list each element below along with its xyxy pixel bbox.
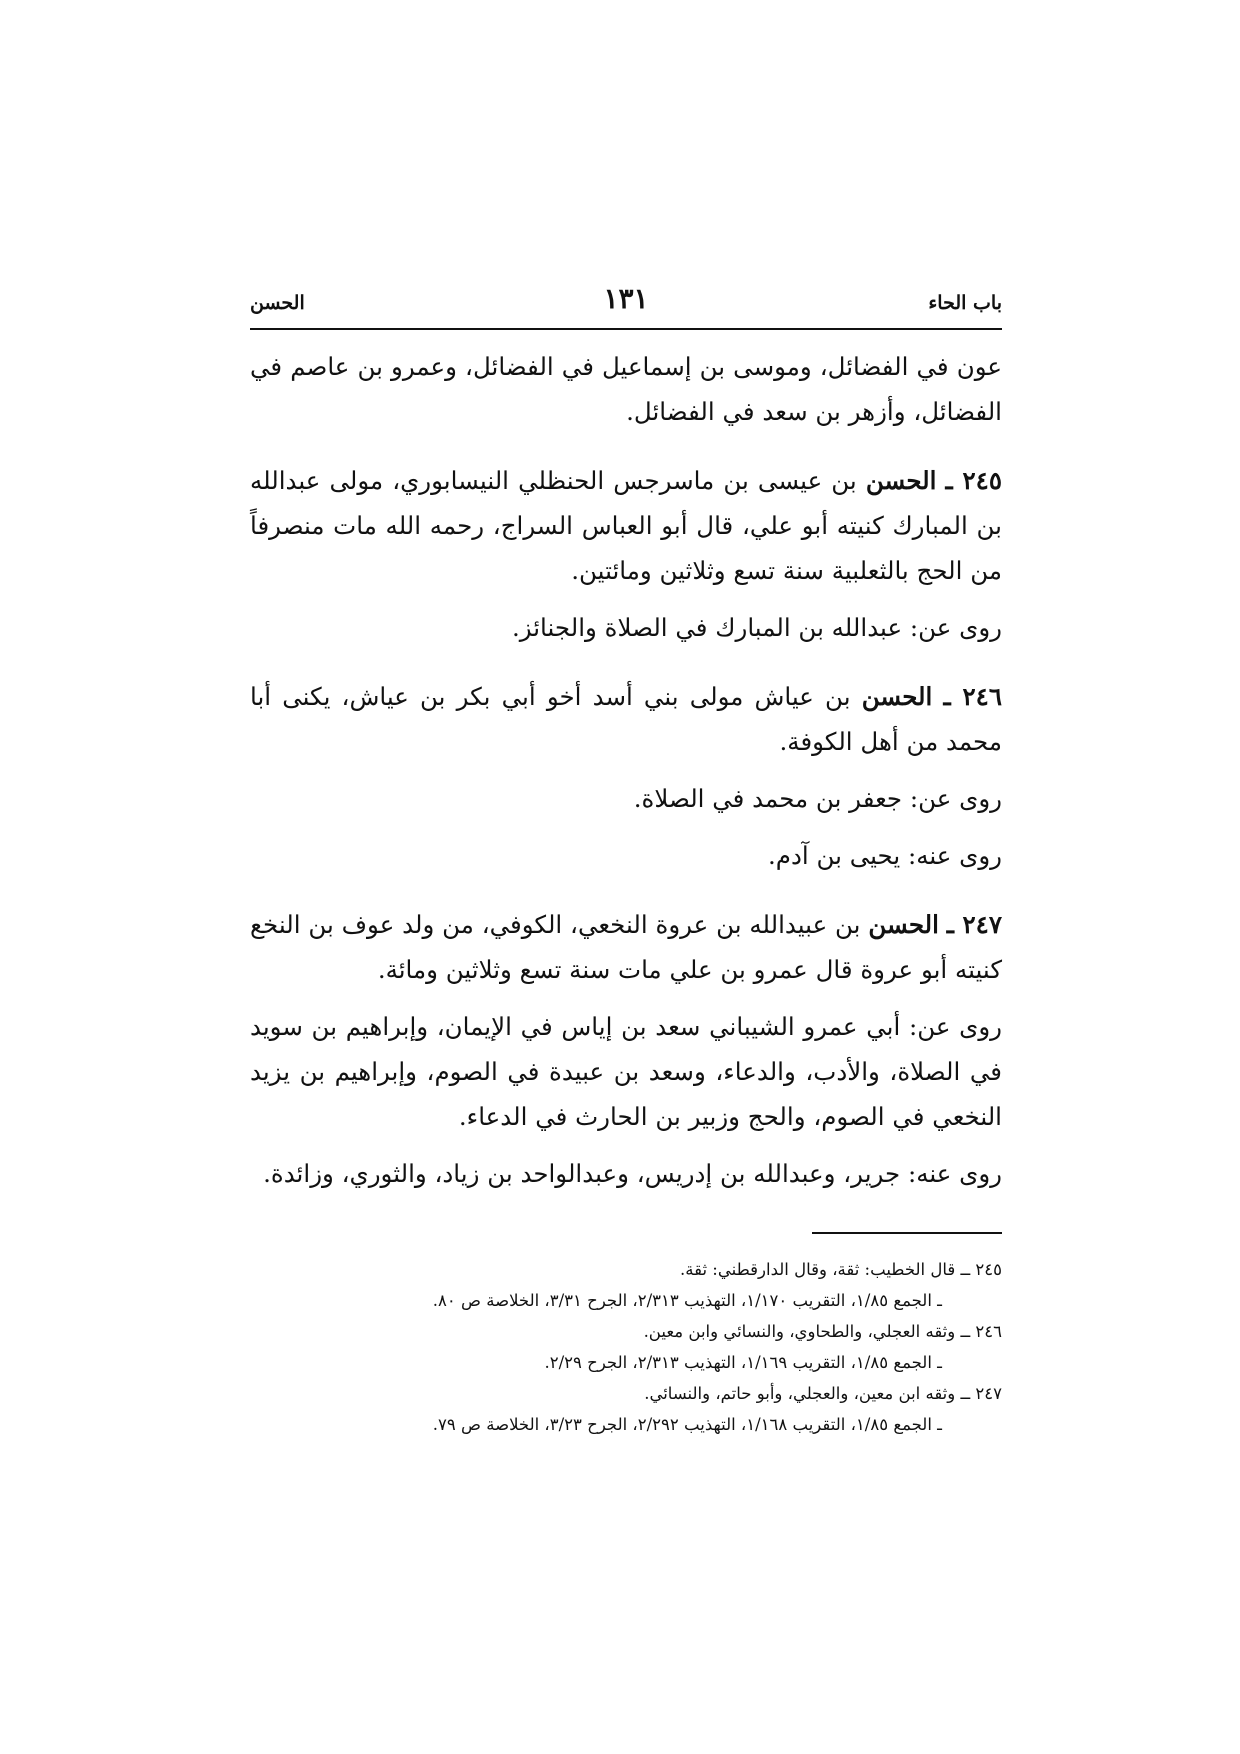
narrated-from: روى عن: جعفر بن محمد في الصلاة. <box>633 784 1002 813</box>
narrated-from: روى عن: أبي عمرو الشيباني سعد بن إياس في الإيمان، وإبراهيم بن سويد في الصلاة، والأدب، والدعاء، وسعد بن عبيدة في الصوم، وإبراهيم بن يزيد النخعي في الصوم، والحج وزبير بن الحارث في الدعاء. <box>250 1012 1002 1131</box>
entry-text: بن عبيدالله بن عروة النخعي، الكوفي، من ولد عوف بن النخع كنيته أبو عروة قال عمرو بن علي مات سنة تسع وثلاثين ومائة. <box>250 910 1002 984</box>
footnotes <box>250 1254 1002 1440</box>
chapter-title: باب الحاء <box>928 292 1002 314</box>
entry-245 <box>250 458 1002 593</box>
footnote-separator <box>812 1232 1002 1234</box>
entry-text: بن عياش مولى بني أسد أخو أبي بكر بن عياش، يكنى أبا محمد من أهل الكوفة. <box>250 682 1002 756</box>
narrated-by: روى عنه: يحيى بن آدم. <box>768 841 1002 870</box>
footnote-245-refs: ـ الجمع ١/٨٥، التقريب ١/١٧٠، التهذيب ٢/٣١٣، الجرح ٣/٣١، الخلاصة ص ٨٠. <box>432 1291 942 1310</box>
footnote-245: ٢٤٥ ــ قال الخطيب: ثقة، وقال الدارقطني: ثقة. <box>680 1260 1002 1279</box>
entry-name: الحسن <box>861 682 933 711</box>
main-text <box>250 344 1002 1196</box>
narrated-by: روى عنه: جرير، وعبدالله بن إدريس، وعبدالواحد بن زياد، والثوري، وزائدة. <box>263 1159 1002 1188</box>
entry-246 <box>250 674 1002 764</box>
entry-number: ٢٤٥ ـ <box>945 466 1002 495</box>
entry-name: الحسن <box>868 910 939 939</box>
entry-number: ٢٤٧ ـ <box>946 910 1002 939</box>
entry-number: ٢٤٦ ـ <box>943 682 1002 711</box>
footnote-246-refs: ـ الجمع ١/٨٥، التقريب ١/١٦٩، التهذيب ٢/٣١٣، الجرح ٢/٢٩. <box>544 1353 942 1372</box>
continued-paragraph: عون في الفضائل، وموسى بن إسماعيل في الفضائل، وعمرو بن عاصم في الفضائل، وأزهر بن سعد في الفضائل. <box>250 352 1002 426</box>
entry-text: بن عيسى بن ماسرجس الحنظلي النيسابوري، مولى عبدالله بن المبارك كنيته أبو علي، قال أبو العباس السراج، رحمه الله مات منصرفاً من الحج بالثعلبية سنة تسع وثلاثين ومائتين. <box>250 466 1002 585</box>
footnote-247: ٢٤٧ ــ وثقه ابن معين، والعجلي، وأبو حاتم، والنسائي. <box>644 1384 1002 1403</box>
narrated-from: روى عن: عبدالله بن المبارك في الصلاة والجنائز. <box>511 613 1002 642</box>
page-number: ١٣١ <box>603 282 649 315</box>
entry-name: الحسن <box>865 466 937 495</box>
footnote-246: ٢٤٦ ــ وثقه العجلي، والطحاوي، والنسائي وابن معين. <box>643 1322 1002 1341</box>
book-page <box>250 282 1002 1440</box>
running-header <box>250 282 1002 330</box>
entry-247 <box>250 902 1002 992</box>
footnote-247-refs: ـ الجمع ١/٨٥، التقريب ١/١٦٨، التهذيب ٢/٢٩٢، الجرح ٣/٢٣، الخلاصة ص ٧٩. <box>432 1415 942 1434</box>
section-title: الحسن <box>250 292 305 314</box>
